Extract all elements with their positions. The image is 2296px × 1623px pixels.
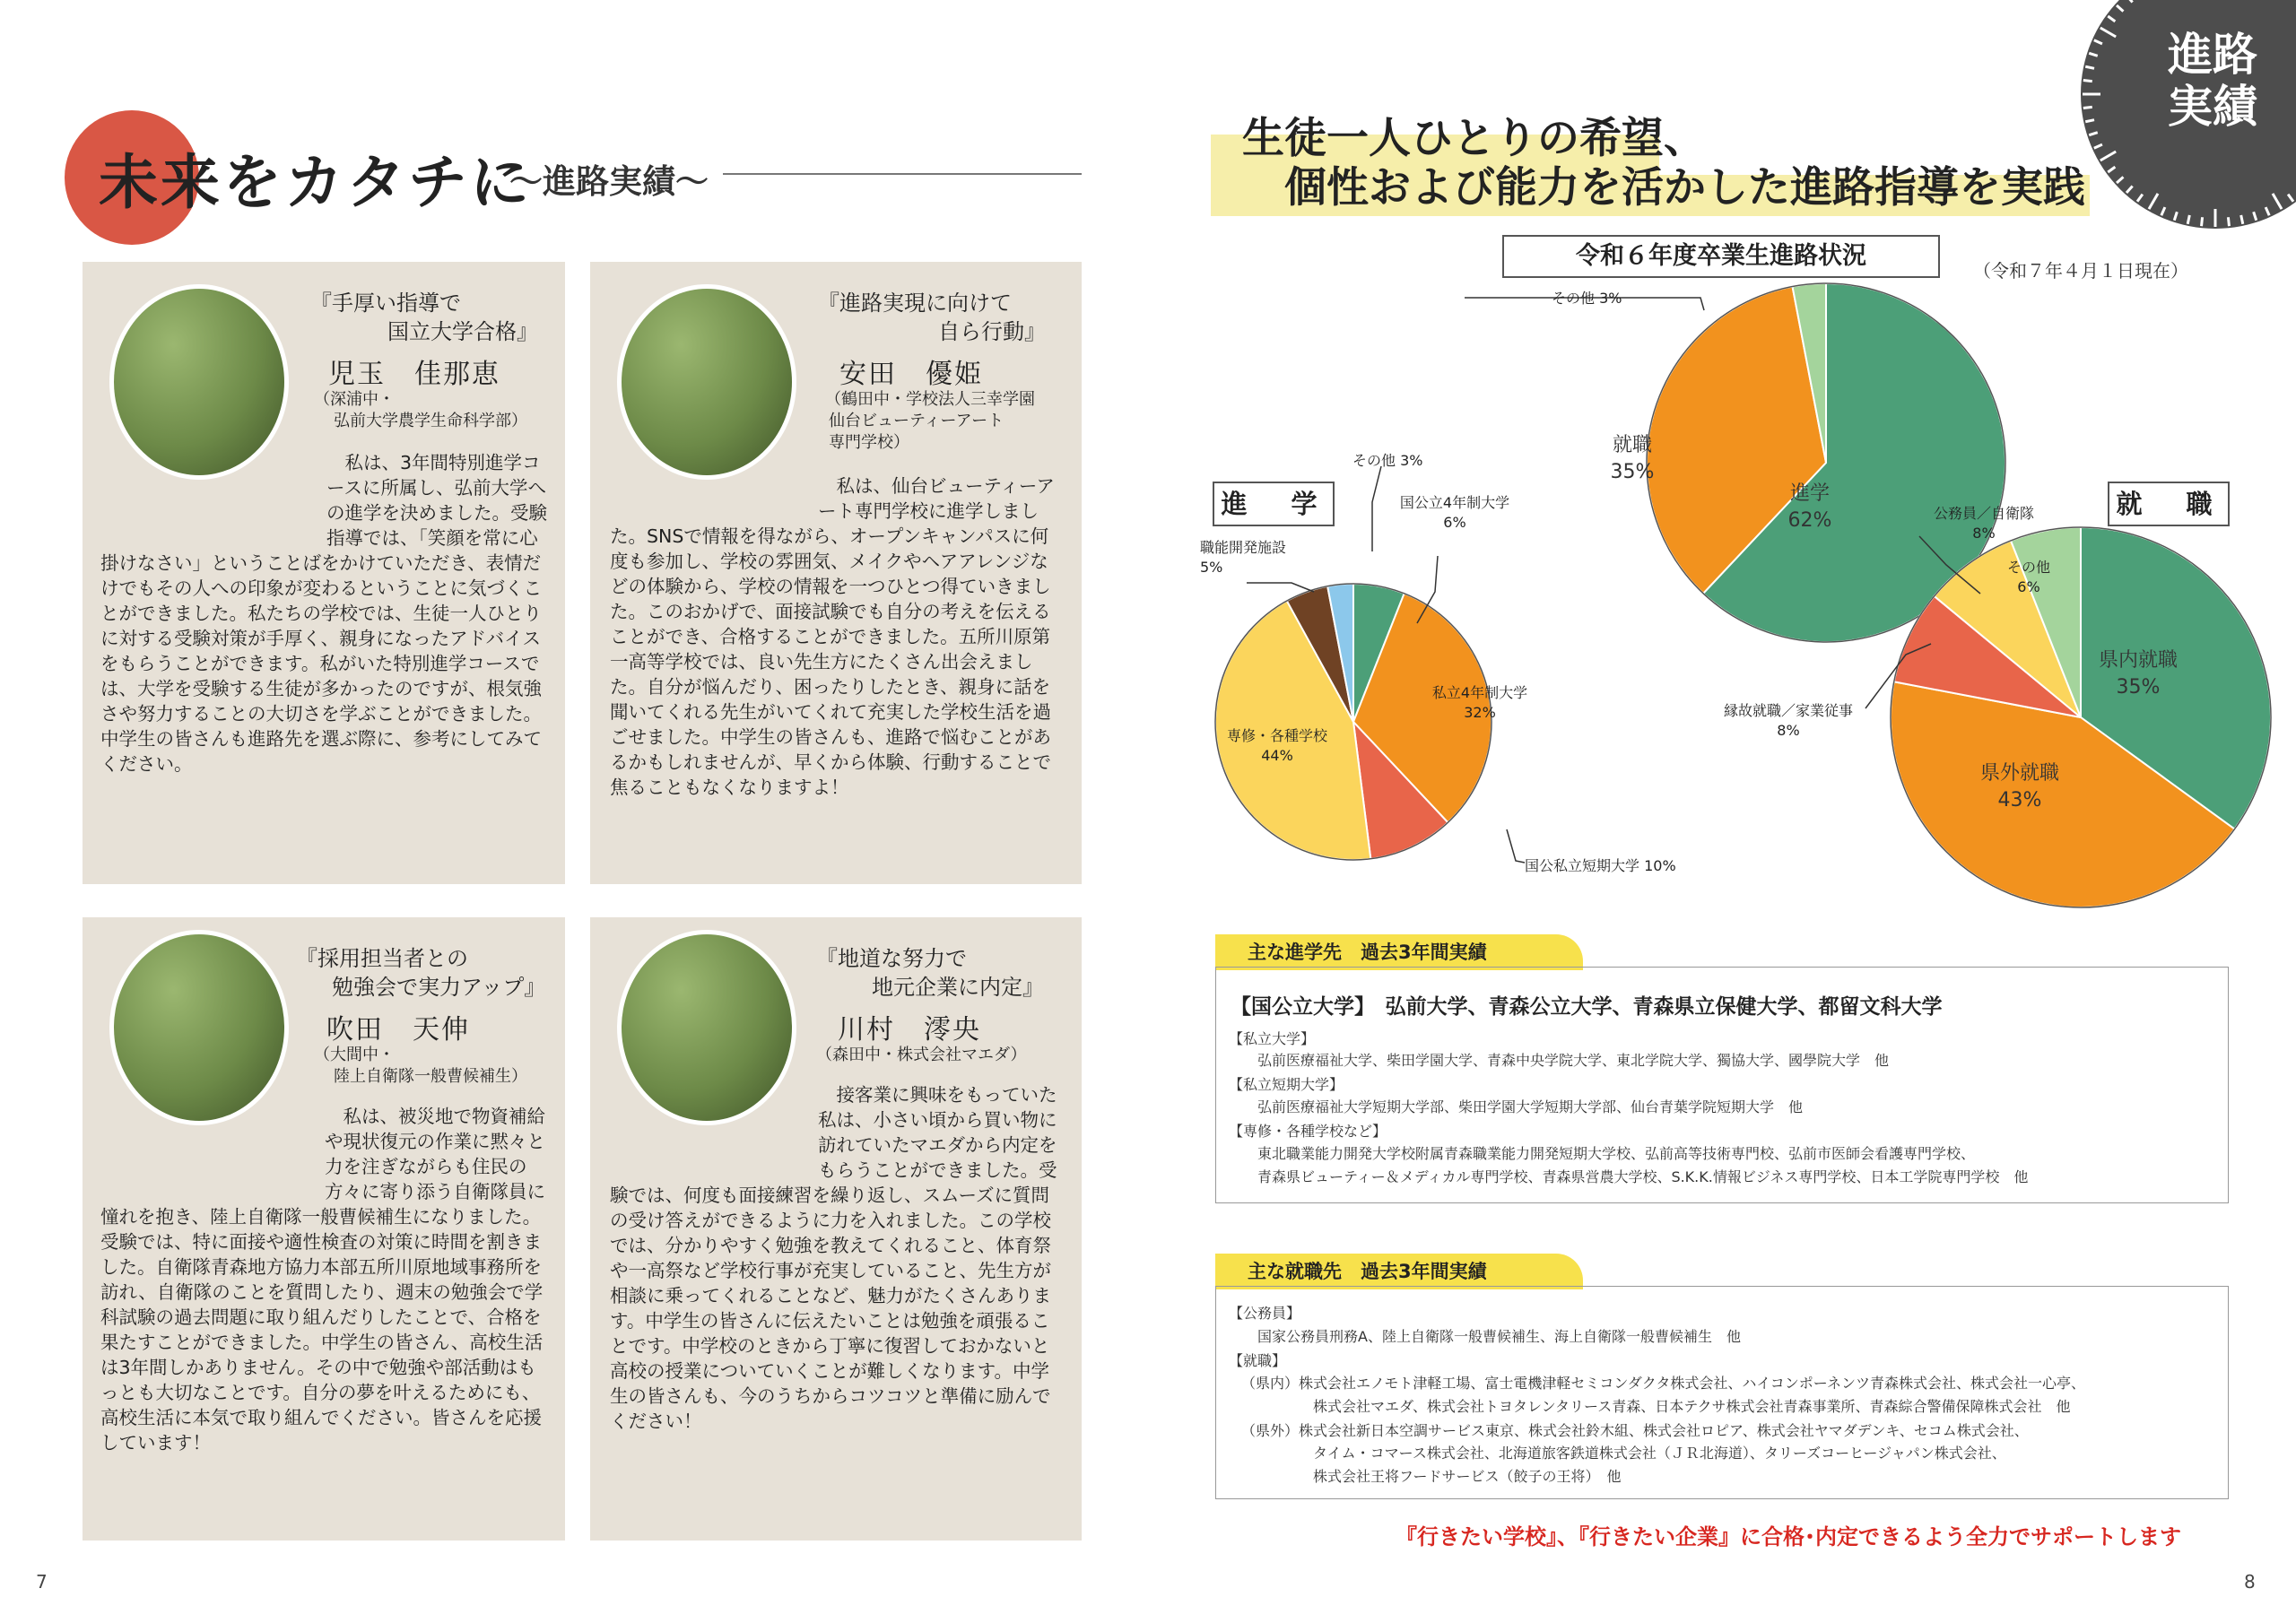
- employment-line: 株式会社マエダ、株式会社トヨタレンタリース青森、日本テクサ株式会社青森事業所、青森綜合警備保障株式会社 他: [1313, 1398, 2071, 1415]
- student-affiliation-line-2: 陸上自衛隊一般曹候補生）: [334, 1067, 527, 1086]
- student-affiliation-line-1: （深浦中・: [314, 390, 395, 409]
- student-name: 吹田 天伸: [326, 1014, 470, 1046]
- progress-line: 【私立短期大学】: [1229, 1076, 1344, 1093]
- employment-line: （県外）株式会社新日本空調サービス東京、株式会社鈴木組、株式会社ロピア、株式会社ヤマダデンキ、セコム株式会社、: [1241, 1422, 2029, 1439]
- further-education-label: 進 学: [1213, 482, 1335, 526]
- employment-line: 【公務員】: [1229, 1305, 1301, 1322]
- student-affiliation-line-1: （大間中・: [314, 1046, 395, 1064]
- student-affiliation-line-2: 弘前大学農学生命科学部）: [334, 412, 527, 430]
- leader-line: [1507, 829, 1525, 863]
- testimonial-quote-line-2: 勉強会で実力アップ』: [332, 975, 546, 1000]
- employment-line: タイム・コマース株式会社、北海道旅客鉄道株式会社（ＪＲ北海道）、タリーズコーヒージャパン株式会社、: [1313, 1445, 2006, 1462]
- pie-label-other: その他 3%: [1552, 290, 1622, 307]
- chart-date: （令和７年４月１日現在）: [1973, 260, 2188, 282]
- employment-label: 就 職: [2108, 482, 2230, 526]
- progress-line: 弘前医療福祉大学短期大学部、柴田学園大学短期大学部、仙台青葉学院短期大学 他: [1257, 1098, 1804, 1115]
- progress-public-univ: 【国公立大学】 弘前大学、青森公立大学、青森県立保健大学、都留文科大学: [1231, 995, 1943, 1019]
- testimonial-body: 私は、仙台ビューティーアート専門学校に進学しました。SNSで情報を得ながら、オープンキャンパスに何度も参加し、学校の雰囲気、メイクやヘアアレンジなどの体験から、学校の情報を一つひとつ得ていきました。このおかげで、面接試験でも自分の考えを伝えることができ、合格することができました。五所川原第一高等学校では、良い先生方にたくさん出会えました。自分が悩んだり、困ったりしたとき、親身に話を聞いてくれる先生がいてくれて充実した学校生活を過ごせました。中学生の皆さんも、進路で悩むことがあるかもしれませんが、早くから体験、行動することで焦ることもなくなりますよ！: [610, 475, 1055, 798]
- student-affiliation-line-1: （森田中・株式会社マエダ）: [816, 1046, 1027, 1064]
- testimonial-quote-line-2: 地元企業に内定』: [872, 975, 1044, 1000]
- pie-label-job-other: その他 6%: [2006, 559, 2050, 595]
- testimonial-quote-line-1: 『地道な努力で: [816, 946, 967, 971]
- testimonial-body: 私は、被災地で物資補給や現状復元の作業に黙々と力を注ぎながらも住民の方々に寄り添う自衛隊員に憧れを抱き、陸上自衛隊一般曹候補生になりました。受験では、特に面接や適性検査の対策に時間を割きました。自衛隊青森地方協力本部五所川原地域事務所を訪れ、自衛隊のことを質問したり、週末の勉強会で学科試験の過去問題に取り組んだりしたことで、合格を果たすことができました。中学生の皆さん、高校生活は3年間しかありません。その中で勉強や部活動はもっとも大切なことです。自分の夢を叶えるためにも、高校生活に本気で取り組んでください。皆さんを応援しています！: [100, 1106, 545, 1454]
- progress-line: 弘前医療福祉大学、柴田学園大学、青森中央学院大学、東北学院大学、獨協大学、國學院大学 他: [1257, 1052, 1890, 1069]
- headline-line-1: 生徒一人ひとりの希望、: [1242, 114, 1706, 163]
- pie-label-ed-vocational-dev: 職能開発施設 5%: [1200, 539, 1287, 576]
- pie-label-job-out-prefecture: 県外就職 43%: [1979, 762, 2059, 812]
- leader-line: [1372, 466, 1381, 551]
- student-name: 安田 優姫: [839, 359, 983, 390]
- page-title: 未来をカタチに: [99, 148, 532, 217]
- pie-label-further-education: 進学 62%: [1787, 482, 1832, 532]
- pie-chart-employment: [1891, 527, 2271, 907]
- student-name: 川村 澪央: [838, 1014, 981, 1046]
- testimonial-body: 私は、3年間特別進学コースに所属し、弘前大学への進学を決めました。受験指導では、「笑顔を常に心掛けなさい」ということばをかけていただき、表情だけでもその人への印象が変わるということに気づくことができました。私たちの学校では、生徒一人ひとりに対する受験対策が手厚く、親身になったアドバイスをもらうことができます。私がいた特別進学コースでは、大学を受験する生徒が多かったのですが、根気強さや努力することの大切さを学ぶことができました。中学生の皆さんも進路先を選ぶ際に、参考にしてみてください。: [100, 452, 547, 775]
- progress-line: 青森県ビューティー＆メディカル専門学校、青森県営農大学校、S.K.K.情報ビジネス専門学校、日本工学院専門学校 他: [1257, 1168, 2029, 1185]
- corner-badge-line-1: 進路: [2168, 29, 2257, 81]
- testimonial-quote-line-1: 『手厚い指導で: [310, 291, 461, 316]
- closing-message: 『行きたい学校』、『行きたい企業』に合格･内定できるよう全力でサポートします: [1396, 1524, 2181, 1549]
- pie-label-ed-other: その他 3%: [1352, 452, 1423, 469]
- pie-label-ed-national-univ: 国公立4年制大学 6%: [1399, 494, 1510, 531]
- page-number-right: 8: [2244, 1571, 2256, 1593]
- student-name: 児玉 佳那恵: [328, 359, 500, 390]
- headline-line-2: 個性および能力を活かした進路指導を実践: [1284, 163, 2085, 213]
- student-affiliation-line-2: 仙台ビューティーアート: [829, 412, 1004, 430]
- pie-label-employment: 就職 35%: [1610, 434, 1655, 483]
- page-number-left: 7: [36, 1571, 48, 1593]
- chart-title-box: 令和６年度卒業生進路状況: [1502, 235, 1940, 278]
- pie-label-job-public: 公務員／自衛隊 8%: [1933, 505, 2034, 542]
- pie-label-job-family: 縁故就職／家業従事 8%: [1723, 702, 1853, 739]
- testimonial-quote-line-2: 国立大学合格』: [387, 319, 538, 344]
- employment-line: （県内）株式会社エノモト津軽工場、富士電機津軽セミコンダクタ株式会社、ハイコンポーネンツ青森株式会社、株式会社一心亭、: [1241, 1375, 2085, 1392]
- employment-line: 【就職】: [1229, 1352, 1287, 1369]
- progress-line: 【私立大学】: [1229, 1030, 1316, 1047]
- corner-badge-line-2: 実績: [2168, 81, 2257, 133]
- pie-label-ed-special: 専修・各種学校 44%: [1226, 727, 1327, 764]
- employment-section-tab: 主な就職先 過去3年間実績: [1215, 1254, 1583, 1289]
- pie-label-job-in-prefecture: 県内就職 35%: [2098, 649, 2178, 699]
- employment-line: 株式会社王将フードサービス（餃子の王将） 他: [1313, 1468, 1622, 1485]
- testimonial-quote-line-1: 『進路実現に向けて: [818, 291, 1012, 316]
- pie-label-ed-private-univ: 私立4年制大学 32%: [1431, 684, 1528, 721]
- testimonial-quote-line-1: 『採用担当者との: [296, 946, 468, 971]
- progress-section-tab: 主な進学先 過去3年間実績: [1215, 934, 1583, 970]
- employment-line: 国家公務員刑務A、陸上自衛隊一般曹候補生、海上自衛隊一般曹候補生 他: [1257, 1328, 1741, 1345]
- student-affiliation-line-3: 専門学校）: [829, 433, 909, 452]
- testimonial-body: 接客業に興味をもっていた私は、小さい頃から買い物に訪れていたマエダから内定をもらうことができました。受験では、何度も面接練習を繰り返し、スムーズに質問の受け答えができるように力を入れました。この学校では、分かりやすく勉強を教えてくれること、体育祭や一高祭など学校行事が充実していること、先生方が相談に乗ってくれることなど、魅力がたくさんあります。中学生の皆さんに伝えたいことは勉強を頑張ることです。中学校のときから丁寧に復習しておかないと高校の授業についていくことが難しくなります。中学生の皆さんも、今のうちからコツコツと準備に励んでください！: [610, 1084, 1057, 1432]
- leader-line: [1247, 583, 1314, 592]
- testimonial-quote-line-2: 自ら行動』: [938, 319, 1046, 344]
- pie-label-ed-junior-college: 国公私立短期大学 10%: [1525, 857, 1676, 874]
- progress-line: 東北職業能力開発大学校附属青森職業能力開発短期大学校、弘前高等技術専門校、弘前市医師会看護専門学校、: [1257, 1145, 1976, 1162]
- progress-line: 【専修・各種学校など】: [1229, 1123, 1387, 1140]
- student-affiliation-line-1: （鶴田中・学校法人三幸学園: [825, 390, 1035, 409]
- page-subtitle: ～進路実績～: [509, 162, 709, 201]
